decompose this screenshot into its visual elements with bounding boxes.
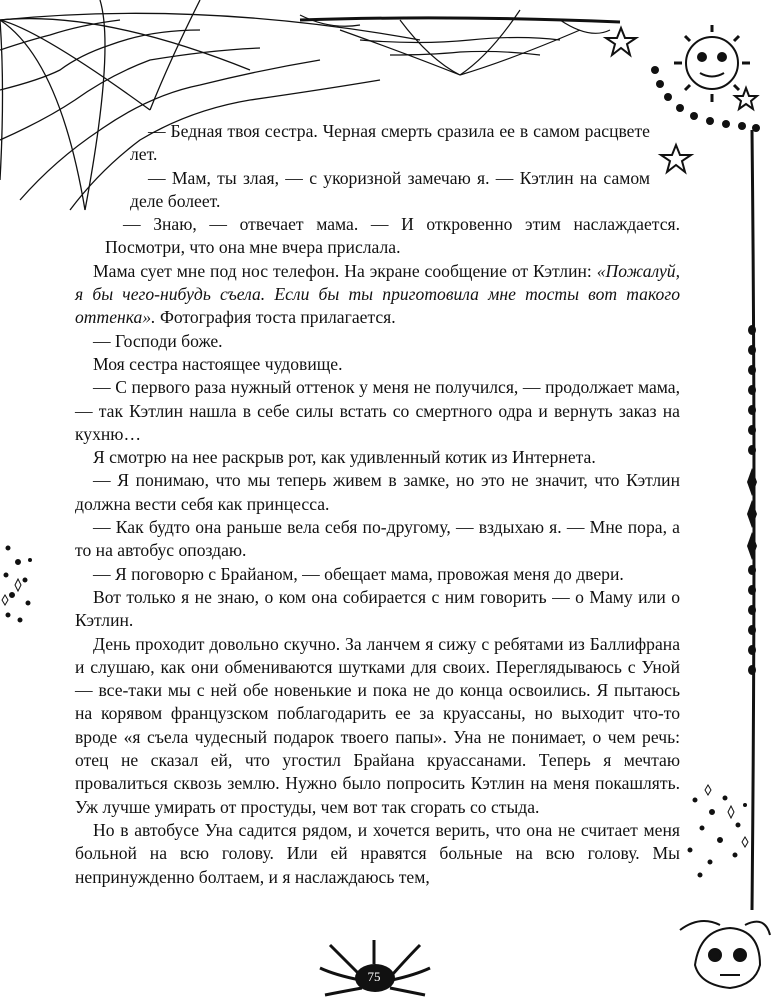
skull-icon: [680, 921, 770, 988]
sun-face-icon: [674, 25, 750, 102]
paragraph: День проходит довольно скучно. За ланчем я сижу с ребятами из Баллифрана и слушаю, как они обмениваются шутками для своих. Переглядываюсь с Уной — все-таки мы с ней обе новенькие и пока не до конца освоились. Я пытаюсь на корявом французском поблагодарить ее за круассаны, но выходит что-то вроде «я съела чудесный подарок твоего папы». Уна не понимает, о чем речь: отец не сказал ей, что угостил Брайана круассанами. Теперь я мечтаю провалиться сквозь землю. Нужно было попросить Кэтлин на меня покашлять. Уж лучше умирать от простуды, чем вот так сгорать со стыда.: [75, 633, 680, 817]
paragraph: — С первого раза нужный оттенок у меня не получился, — продолжает мама, — так Кэтлин нашла в себе силы встать со смертного одра и вернуть заказ на кухню…: [75, 377, 680, 444]
paragraph: — Бедная твоя сестра. Черная смерть сразила ее в самом расцвете лет.: [130, 121, 650, 165]
page-body: [75, 120, 680, 889]
paragraph: Вот только я не знаю, о ком она собирается с ним говорить — о Маму или о Кэтлин.: [75, 586, 680, 631]
border-beads: [747, 325, 757, 675]
paragraph: — Господи боже.: [93, 330, 223, 351]
sms-quote: «Пожалуй, я бы чего-нибудь съела. Если бы ты приготовила мне тосты вот такого оттенка».: [75, 260, 680, 328]
paragraph-text: Фотография тоста прилагается.: [159, 307, 396, 328]
paragraph: Я смотрю на нее раскрыв рот, как удивленный котик из Интернета.: [93, 447, 596, 468]
paragraph: — Я поговорю с Брайаном, — обещает мама, провожая меня до двери.: [93, 563, 624, 584]
paragraph-text: Мама сует мне под нос телефон. На экране сообщение от Кэтлин:: [93, 260, 592, 281]
paragraph: — Знаю, — отвечает мама. — И откровенно этим наслаждается. Посмотри, что она мне вчера прислала.: [105, 214, 680, 258]
paragraph: Моя сестра настоящее чудовище.: [93, 353, 343, 374]
paragraph: Но в автобусе Уна садится рядом, и хочется верить, что она не считает меня больной на всю голову. Или ей нравятся больные на всю голову. Мы непринужденно болтаем, и я наслаждаюсь тем,: [75, 819, 680, 887]
paragraph: [75, 260, 680, 330]
page-number: 75: [367, 969, 381, 984]
paragraph: — Мам, ты злая, — с укоризной замечаю я. — Кэтлин на самом деле болеет.: [130, 167, 650, 211]
sparkle-dots-icon: [2, 546, 32, 622]
paragraph: — Я понимаю, что мы теперь живем в замке, но это не значит, что Кэтлин должна вести себя как принцесса.: [75, 470, 680, 514]
paragraph: — Как будто она раньше вела себя по-другому, — вздыхаю я. — Мне пора, а то на автобус опоздаю.: [75, 517, 680, 561]
sparkle-dots-icon: [688, 785, 748, 877]
